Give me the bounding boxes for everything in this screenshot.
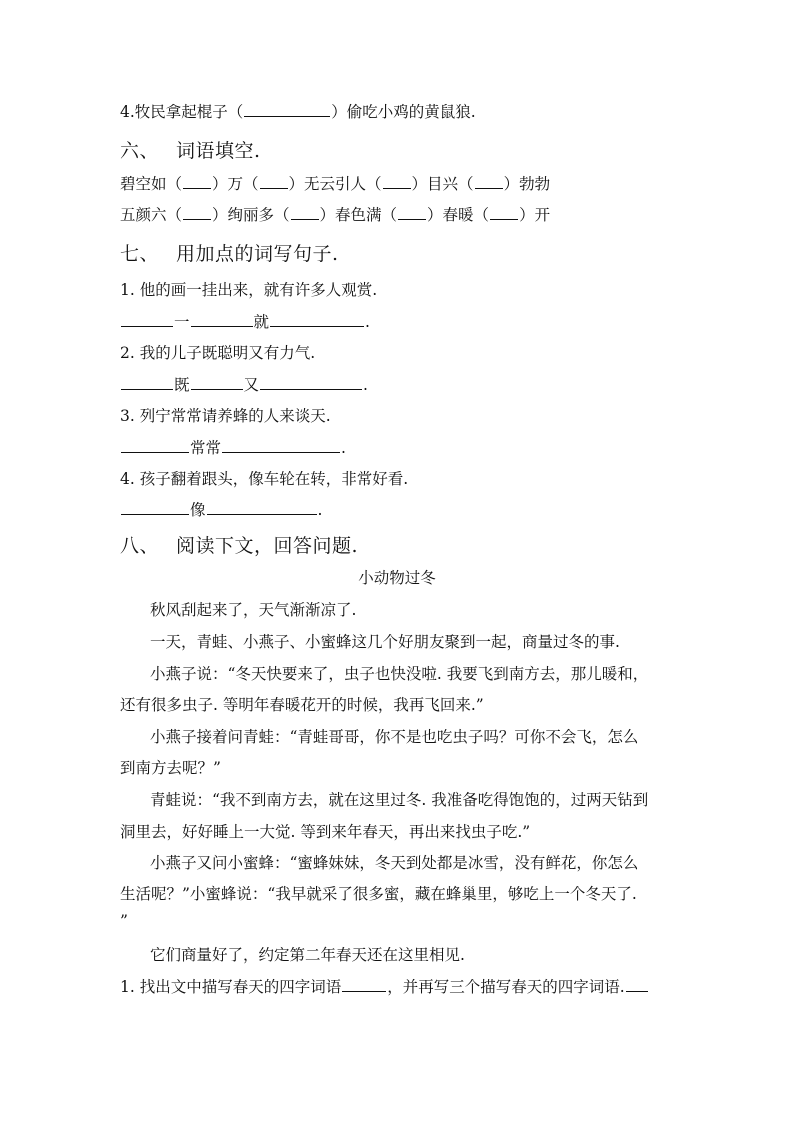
idiom-blank[interactable] [475, 174, 503, 189]
sentence-3: 3. 列宁常常请养蜂的人来谈天. [120, 407, 331, 425]
section-8-heading [120, 533, 358, 559]
answer-blank[interactable] [342, 977, 386, 992]
period: . [341, 439, 346, 457]
answer-blank[interactable] [626, 977, 648, 992]
keyword: 又 [243, 376, 260, 394]
question-text: ，并再写三个描写春天的四字词语. [387, 978, 625, 996]
story-line: 小燕子又问小蜜蜂：“蜜蜂妹妹，冬天到处都是冰雪，没有鲜花，你怎么 [150, 854, 639, 872]
answer-blank[interactable] [191, 375, 243, 390]
question-text: 1. 找出文中描写春天的四字词语 [120, 978, 342, 996]
idiom-blank[interactable] [183, 174, 211, 189]
story-line: 生活呢？”小蜜蜂说：“我早就采了很多蜜，藏在蜂巢里，够吃上一个冬天了. [120, 885, 637, 903]
idiom-text: ）目兴（ [411, 175, 474, 193]
idiom-blank[interactable] [490, 205, 518, 220]
answer-blank[interactable] [222, 438, 340, 453]
keyword: 既 [174, 376, 190, 394]
answer-line-4 [120, 499, 322, 521]
story-line: 一天，青蛙、小燕子、小蜜蜂这几个好朋友聚到一起，商量过冬的事. [150, 633, 620, 651]
idiom-text: ）春暖（ [427, 206, 490, 224]
keyword: 一 [174, 313, 190, 331]
idiom-text: ）春色满（ [319, 206, 398, 224]
idiom-blank[interactable] [398, 205, 426, 220]
story-line: 它们商量好了，约定第二年春天还在这里相见. [150, 946, 465, 964]
answer-blank[interactable] [121, 438, 189, 453]
keyword: 像 [190, 501, 206, 519]
story-line: 小燕子说：“冬天快要来了，虫子也快没啦. 我要飞到南方去，那儿暖和， [150, 665, 649, 683]
section-number: 八、 [120, 535, 160, 557]
answer-blank[interactable] [191, 312, 253, 327]
story-line: 洞里去，好好睡上一大觉. 等到来年春天，再出来找虫子吃.” [120, 823, 531, 841]
story-line: 还有很多虫子. 等明年春暖花开的时候，我再飞回来.” [120, 696, 484, 714]
story-line: 小燕子接着问青蛙：“青蛙哥哥，你不是也吃虫子吗？可你不会飞，怎么 [150, 728, 639, 746]
answer-line-2 [120, 374, 368, 396]
period: . [365, 313, 370, 331]
answer-blank[interactable] [244, 102, 330, 117]
idiom-text: 五颜六（ [120, 206, 183, 224]
idiom-blank[interactable] [291, 205, 319, 220]
story-title: 小动物过冬 [358, 569, 436, 587]
idiom-text: ）万（ [212, 175, 259, 193]
story-line: 到南方去呢？” [120, 759, 221, 777]
section-number: 六、 [120, 140, 160, 162]
idiom-text: ）勃勃 [503, 175, 551, 193]
sentence-2: 2. 我的儿子既聪明又有力气. [120, 344, 316, 362]
section-7-heading [120, 241, 339, 267]
idiom-row-2 [120, 204, 550, 226]
q5-item4-after: ）偷吃小鸡的黄鼠狼. [331, 103, 476, 121]
section-number: 七、 [120, 243, 160, 265]
reading-question-1 [120, 976, 649, 998]
period: . [363, 376, 368, 394]
sentence-1: 1. 他的画一挂出来，就有许多人观赏. [120, 281, 378, 299]
idiom-blank[interactable] [260, 174, 288, 189]
section-title: 用加点的词写句子. [176, 243, 339, 265]
story-line: 青蛙说：“我不到南方去，就在这里过冬. 我准备吃得饱饱的，过两天钻到 [150, 791, 649, 809]
idiom-text: 碧空如（ [120, 175, 183, 193]
section-title: 词语填空. [176, 140, 261, 162]
idiom-text: ）无云引人（ [288, 175, 382, 193]
answer-line-1 [120, 311, 370, 333]
q5-item4 [120, 101, 476, 123]
section-6-heading [120, 138, 261, 164]
answer-blank[interactable] [270, 312, 364, 327]
period: . [317, 501, 323, 519]
idiom-blank[interactable] [183, 205, 211, 220]
keyword: 就 [253, 313, 270, 331]
sentence-4: 4. 孩子翻着跟头，像车轮在转，非常好看. [120, 470, 409, 488]
answer-blank[interactable] [260, 375, 362, 390]
answer-blank[interactable] [207, 500, 317, 515]
answer-line-3 [120, 437, 346, 459]
answer-blank[interactable] [121, 500, 189, 515]
answer-blank[interactable] [121, 312, 173, 327]
q5-item4-before: 4.牧民拿起棍子（ [120, 103, 244, 121]
story-line: ” [120, 912, 128, 930]
story-line: 秋风刮起来了，天气渐渐凉了. [150, 601, 357, 619]
section-title: 阅读下文，回答问题. [176, 535, 359, 557]
answer-blank[interactable] [121, 375, 173, 390]
idiom-row-1 [120, 173, 550, 195]
keyword: 常常 [190, 439, 222, 457]
idiom-text: ）绚丽多（ [212, 206, 290, 224]
idiom-text: ）开 [519, 206, 551, 224]
idiom-blank[interactable] [383, 174, 411, 189]
